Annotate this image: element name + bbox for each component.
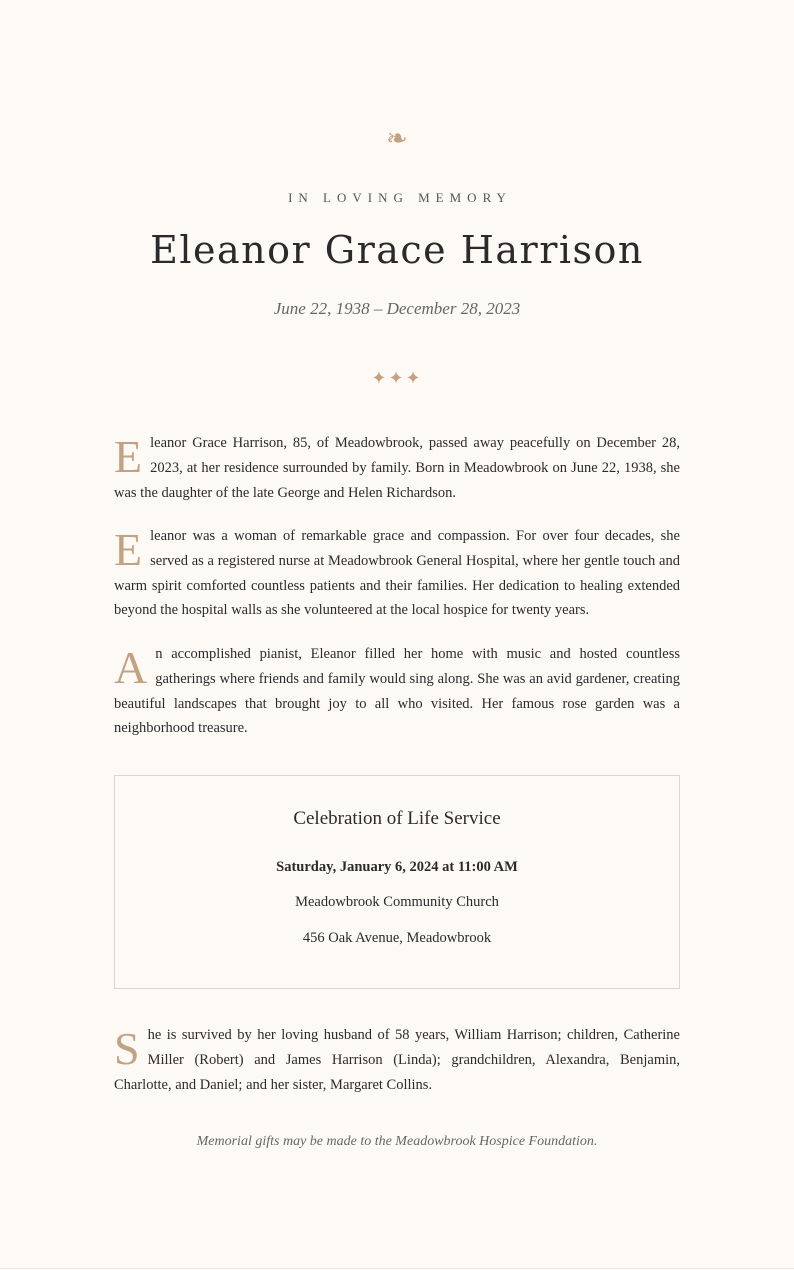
memorial-gifts-note: Memorial gifts may be made to the Meadowbrook Hospice Foundation. (196, 1134, 598, 1149)
drop-cap: A (114, 642, 148, 693)
floral-heart-icon: ❧ (386, 124, 408, 154)
paragraph-text: he is survived by her loving husband of 58 years, William Harrison; children, Catherine Miller (Robert) and James Harrison (Linda); grandchildren, Alexandra, Benjamin, Charlotte, and Daniel; and her sister, Margaret Collins. (114, 1027, 680, 1093)
paragraph-text: leanor Grace Harrison, 85, of Meadowbrook, passed away peacefully on December 28, 2023, at her residence surrounded by family. Born in Meadowbrook on June 22, 1938, she was the daughter of the late George and Helen Richardson. (114, 435, 680, 501)
drop-cap: S (114, 1023, 140, 1074)
obituary-paragraph (114, 1023, 680, 1097)
drop-cap: E (114, 524, 143, 575)
star-divider-icon: ✦✦✦ (371, 368, 423, 389)
obituary-paragraph (114, 524, 680, 623)
bottom-divider (0, 1268, 794, 1269)
memory-label: IN LOVING MEMORY (288, 190, 512, 205)
service-title: Celebration of Life Service (293, 808, 501, 829)
service-address: 456 Oak Avenue, Meadowbrook (302, 930, 492, 946)
service-datetime: Saturday, January 6, 2024 at 11:00 AM (276, 859, 518, 875)
obituary-paragraph (114, 642, 680, 741)
paragraph-text: leanor was a woman of remarkable grace and compassion. For over four decades, she served as a registered nurse at Meadowbrook General Hospital, where her gentle touch and warm spirit comforted countless patients and their families. Her dedication to healing extended beyond the hospital walls as she volunteered at the local hospice for twenty years. (114, 528, 680, 619)
paragraph-text: n accomplished pianist, Eleanor filled her home with music and hosted countless gatherings where friends and family would sing along. She was an avid gardener, creating beautiful landscapes that brought joy to all who visited. Her famous rose garden was a neighborhood treasure. (114, 646, 680, 737)
obituary-paragraph (114, 431, 680, 505)
service-details-box (114, 775, 680, 989)
life-dates: June 22, 1938 – December 28, 2023 (273, 299, 521, 318)
drop-cap: E (114, 431, 143, 482)
deceased-name: Eleanor Grace Harrison (150, 228, 644, 272)
service-venue: Meadowbrook Community Church (295, 894, 499, 910)
